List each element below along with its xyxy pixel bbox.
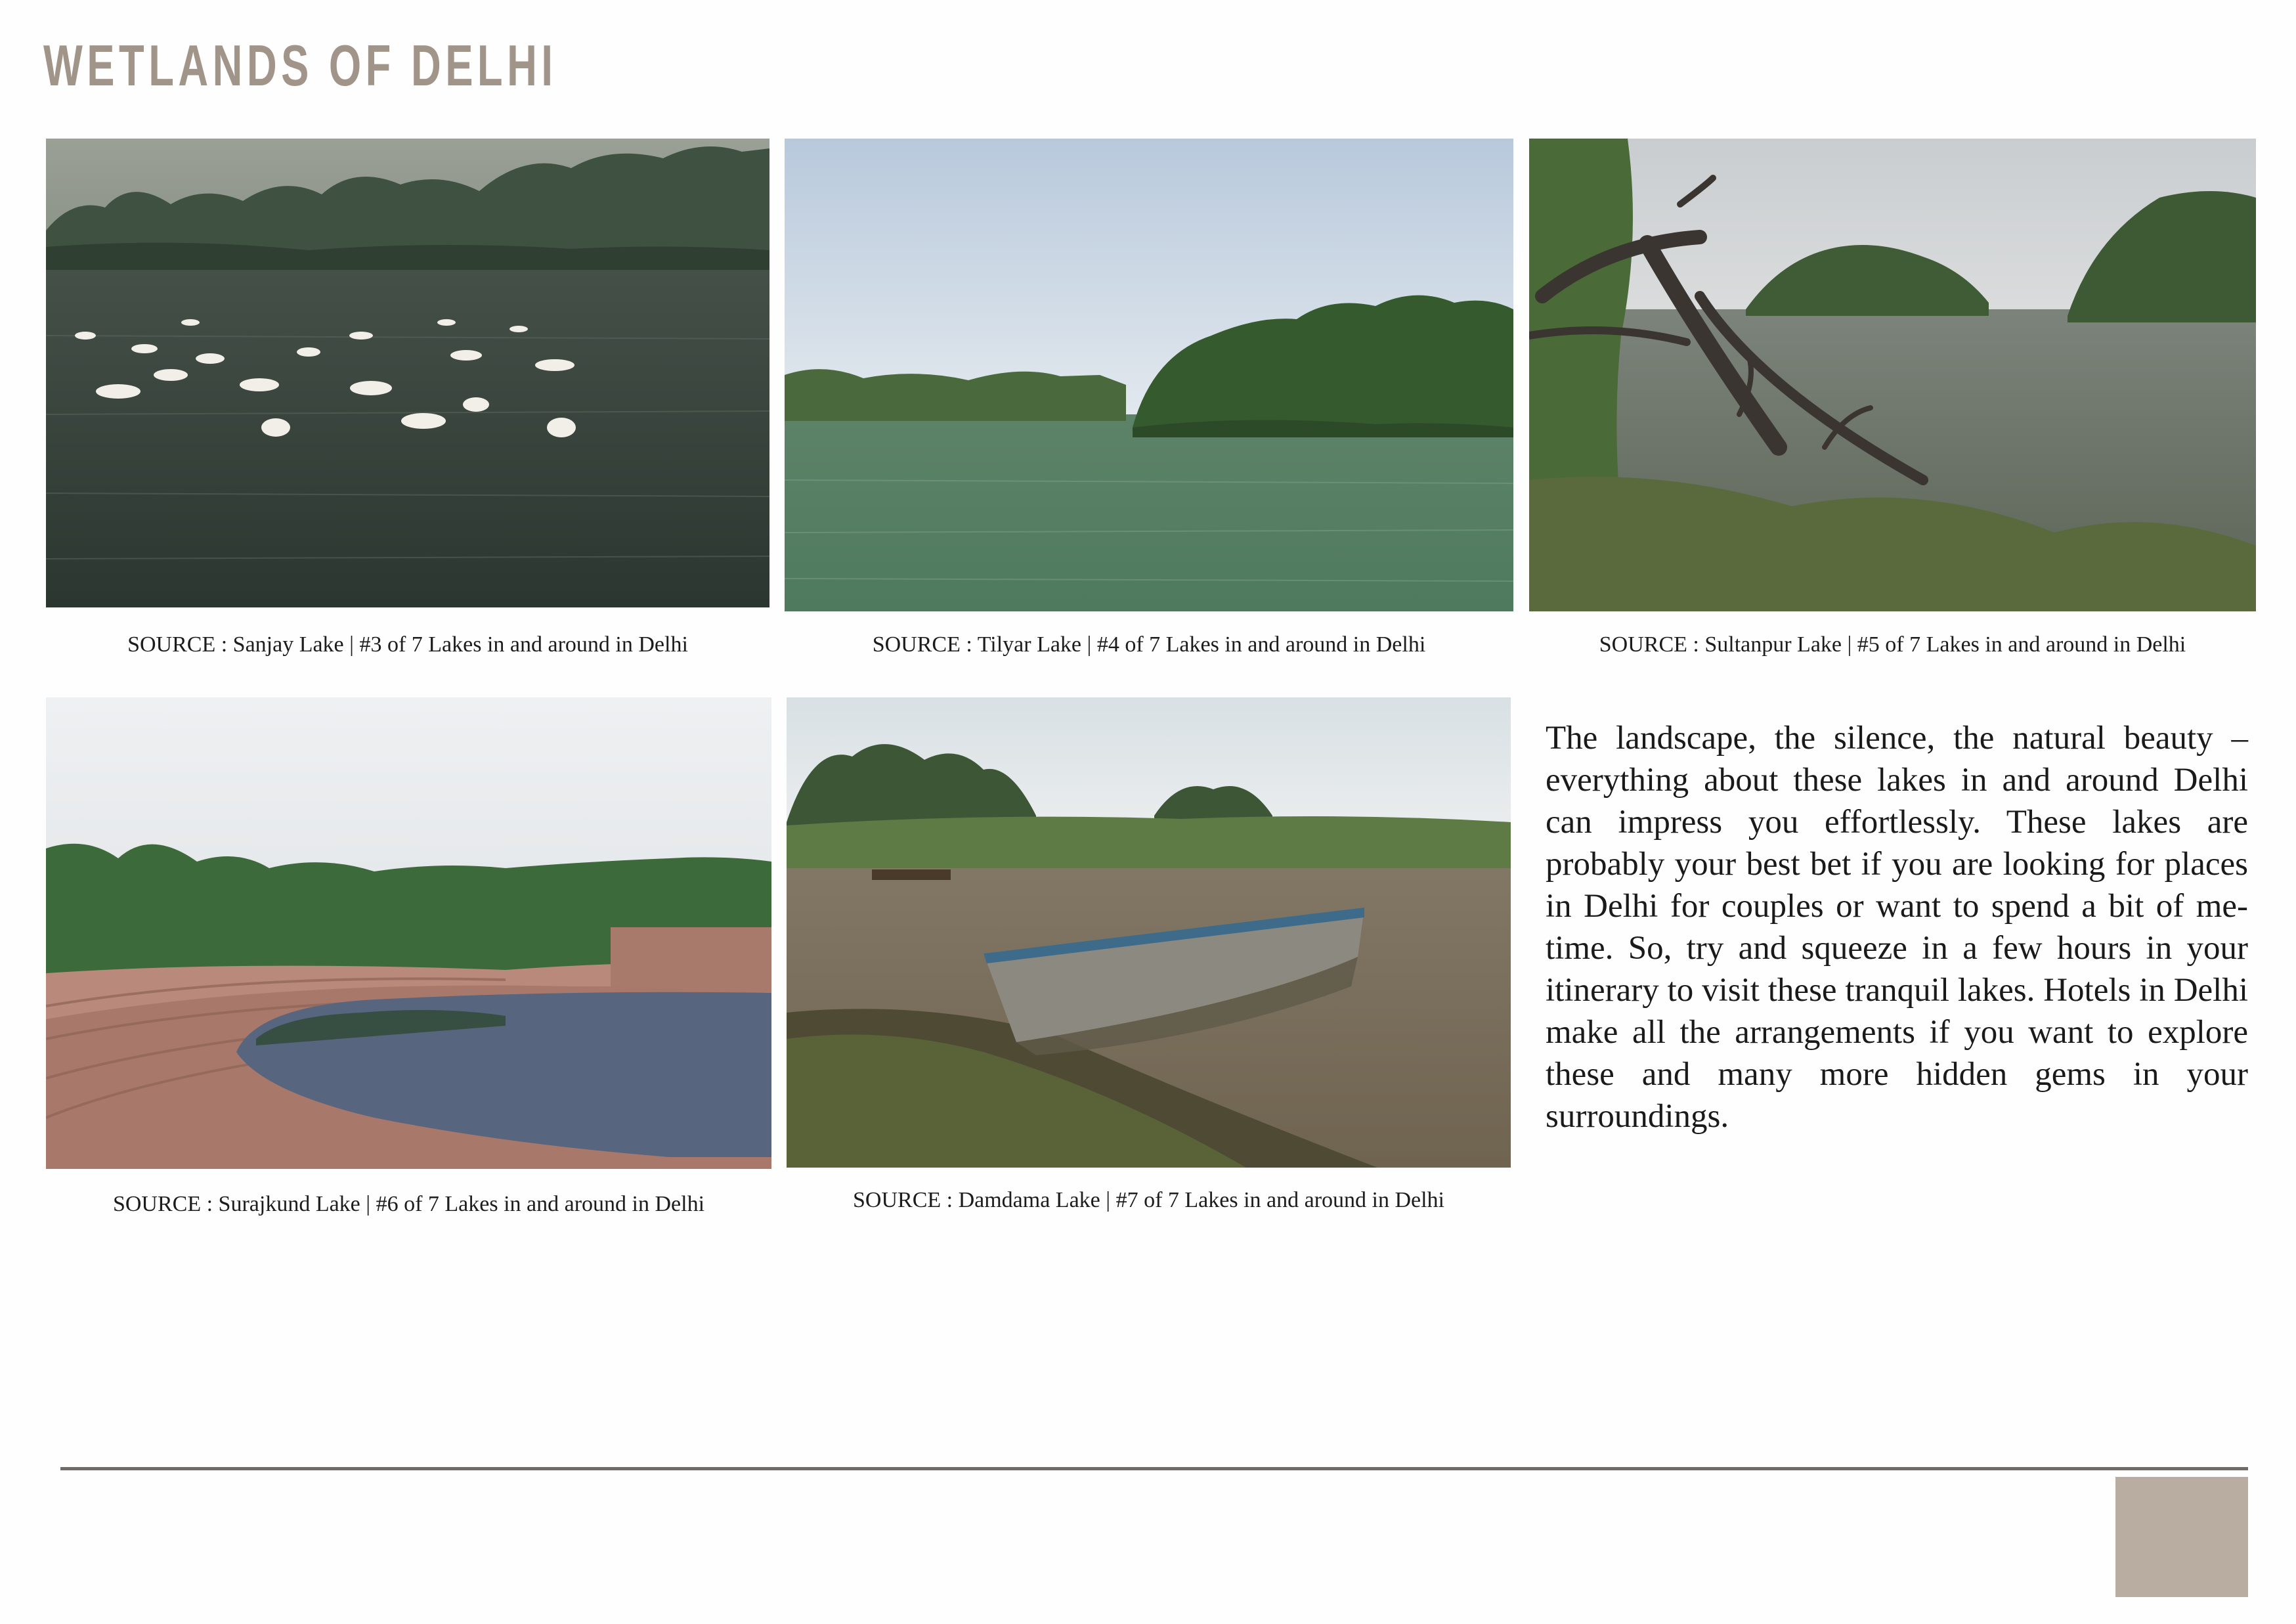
photo-surajkund-lake xyxy=(46,697,771,1169)
photo-damdama-lake xyxy=(787,697,1511,1168)
footer-accent-box xyxy=(2115,1477,2248,1597)
photo-caption: SOURCE : Tilyar Lake | #4 of 7 Lakes in and around in Delhi xyxy=(872,632,1426,657)
page-title: WETLANDS OF DELHI xyxy=(43,33,557,98)
photo-caption: SOURCE : Surajkund Lake | #6 of 7 Lakes in and around in Delhi xyxy=(112,1192,705,1216)
photo-sultanpur-lake xyxy=(1529,139,2256,611)
photo-sanjay-lake xyxy=(46,139,769,607)
photo-tilyar-lake xyxy=(785,139,1513,611)
footer-rule xyxy=(60,1467,2248,1470)
description-paragraph: The landscape, the silence, the natural beauty – everything about these lakes in and around Delhi can impress you effortlessly. These lakes are probably your best bet if you are looking for places in Delhi for couples or want to spend a bit of me-time. So, try and squeeze in a few hours in your itinerary to visit these tranquil lakes. Hotels in Delhi make all the arrangements if you want to explore these and many more hidden gems in your surroundings. xyxy=(1546,720,2248,1135)
photo-caption: SOURCE : Sanjay Lake | #3 of 7 Lakes in and around in Delhi xyxy=(127,632,688,657)
photo-caption: SOURCE : Sultanpur Lake | #5 of 7 Lakes in and around in Delhi xyxy=(1599,632,2186,657)
photo-caption: SOURCE : Damdama Lake | #7 of 7 Lakes in and around in Delhi xyxy=(853,1188,1444,1212)
